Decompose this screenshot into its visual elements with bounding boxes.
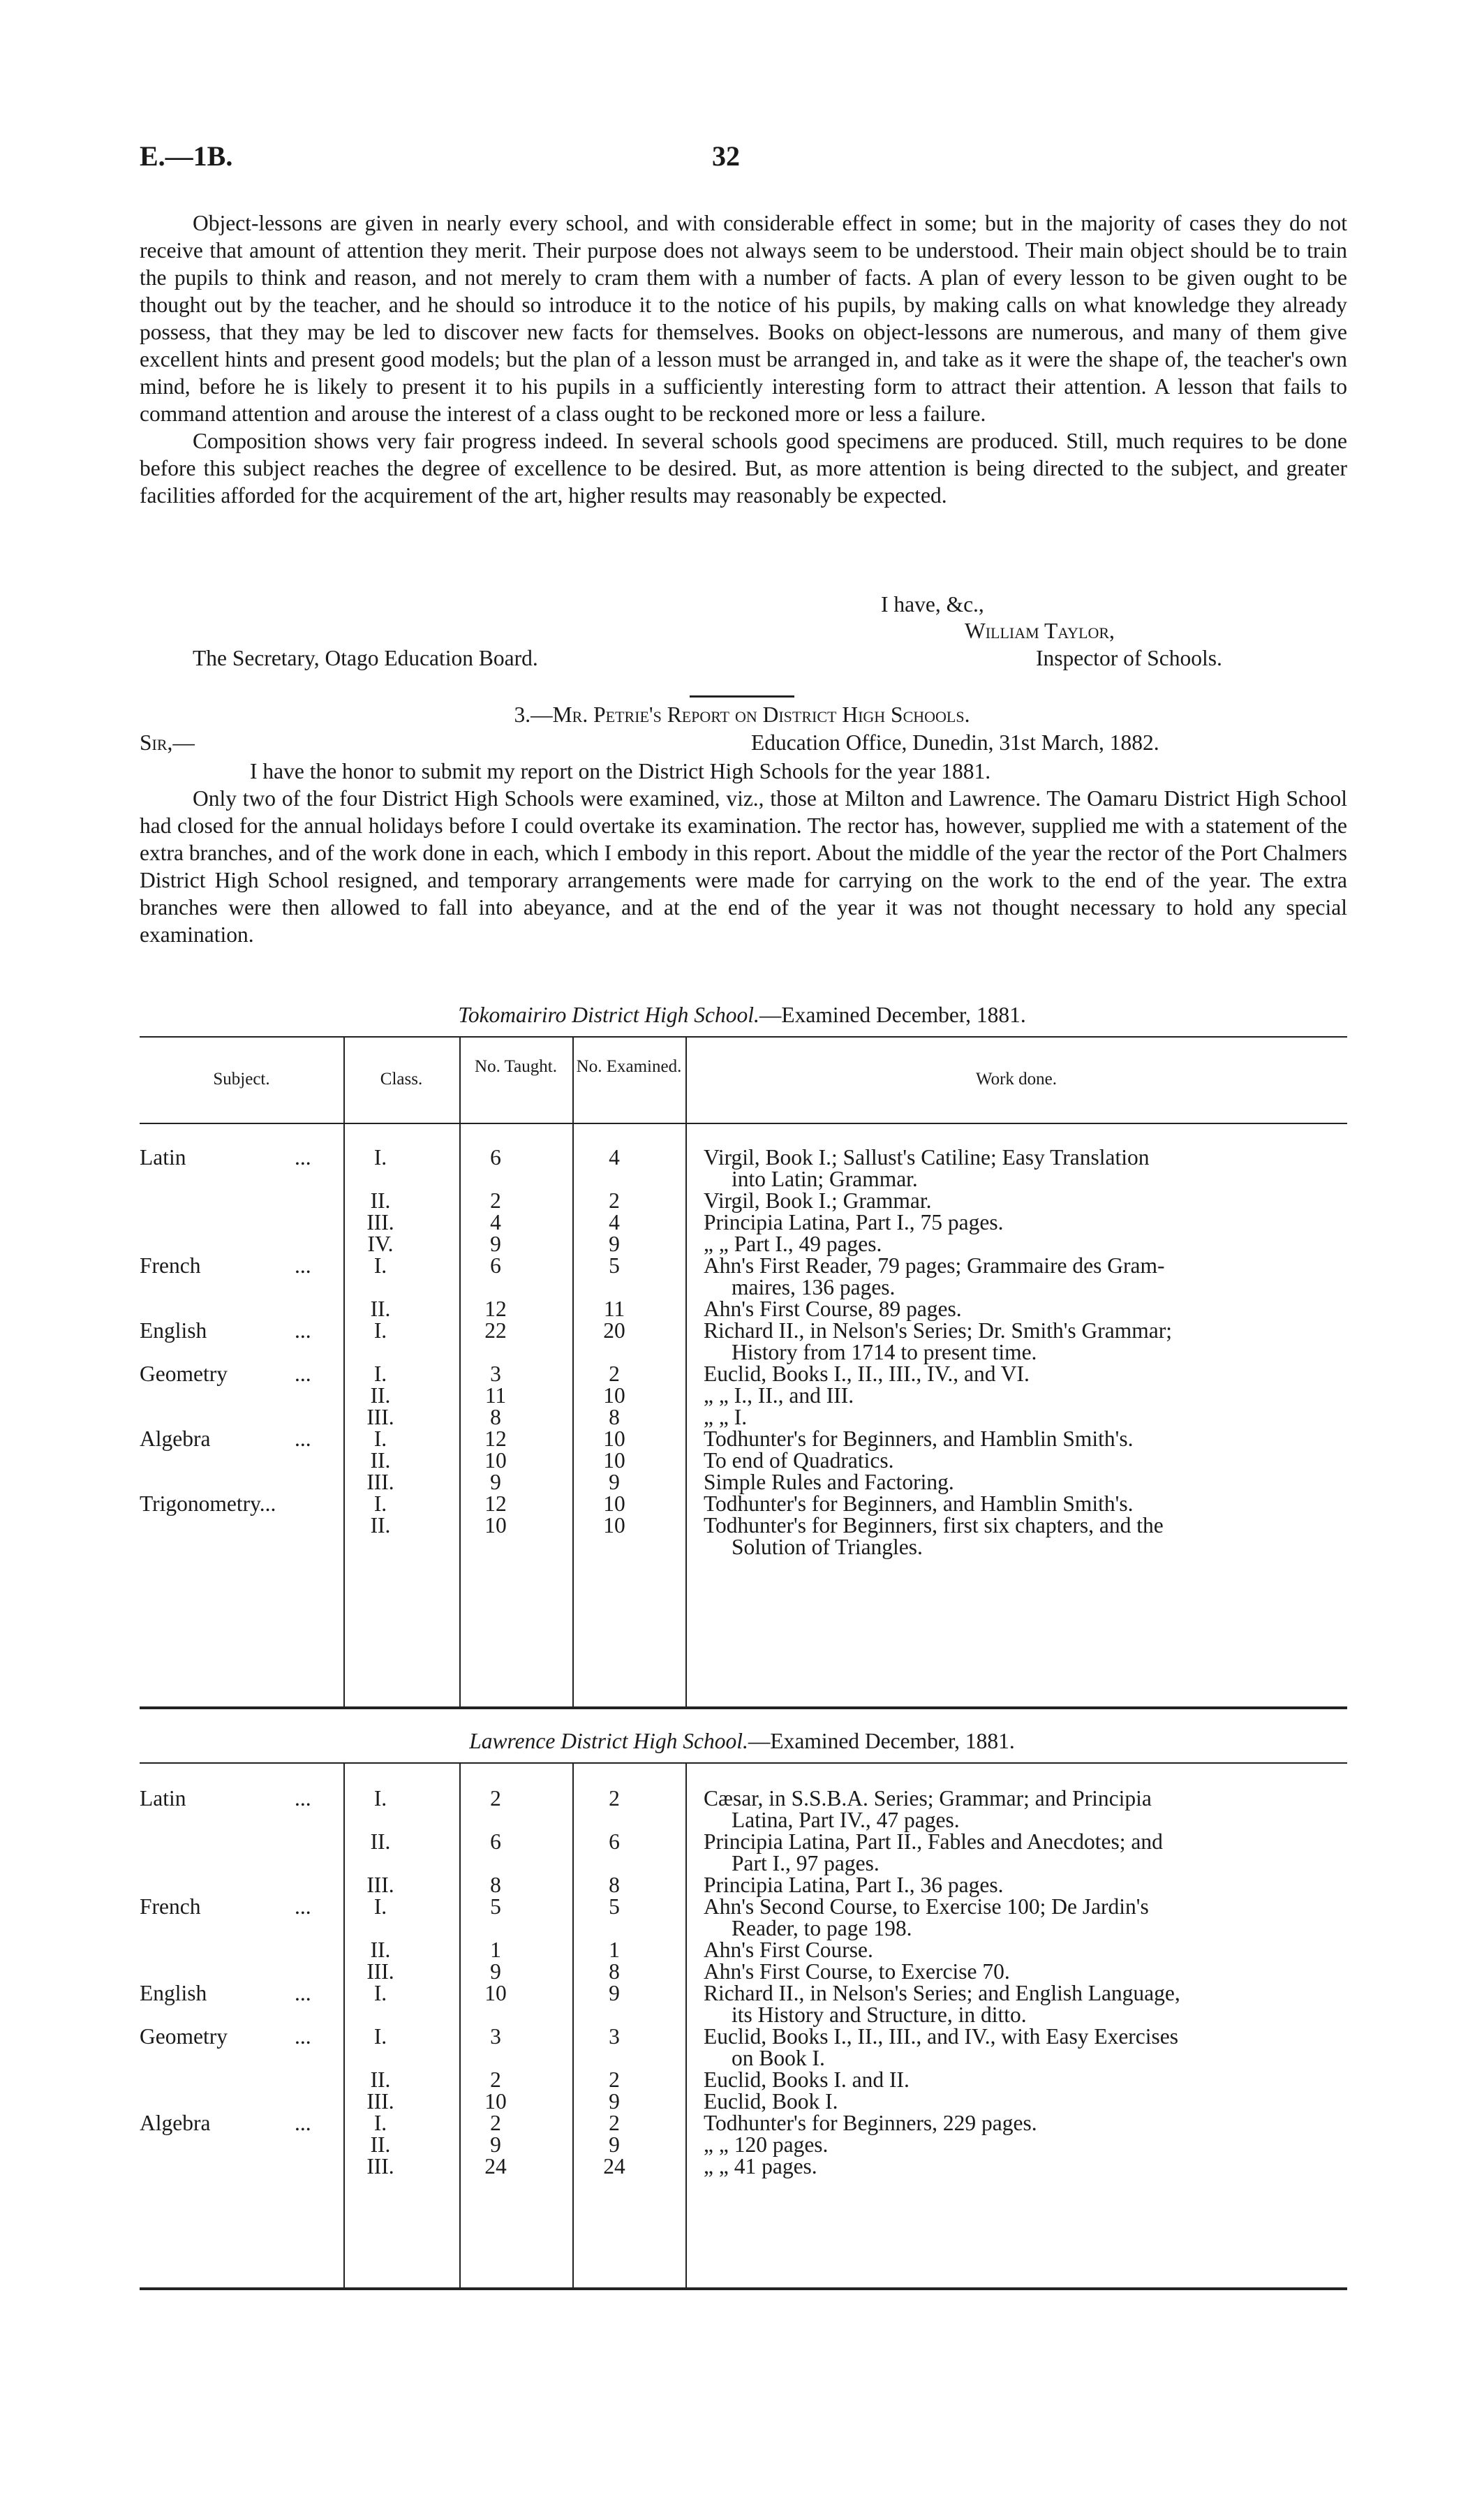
page-number: 32 — [712, 140, 740, 172]
cell-class: I. — [373, 1894, 387, 1919]
lawrence-caption-title: Lawrence District High School. — [469, 1729, 748, 1753]
column-divider — [685, 1036, 687, 1706]
cell-taught: 10 — [484, 2089, 507, 2114]
work-done-line: Cæsar, in S.S.B.A. Series; Grammar; and Principia — [704, 1786, 1152, 1810]
cell-examined: 6 — [609, 1829, 620, 1854]
cell-class: II. — [370, 1297, 391, 1321]
cell-leader-dots: ... — [295, 1786, 311, 1810]
cell-leader-dots: ... — [295, 1253, 311, 1278]
table-top-rule — [140, 1762, 1347, 1764]
work-done-continuation: Part I., 97 pages. — [732, 1851, 880, 1875]
cell-subject: French — [140, 1894, 201, 1919]
cell-class: IV. — [367, 1232, 394, 1256]
header-class: Class. — [380, 1070, 423, 1089]
cell-subject: English — [140, 1318, 207, 1343]
cell-work-done — [704, 1961, 1346, 1982]
cell-examined: 5 — [609, 1894, 620, 1919]
cell-taught: 8 — [490, 1405, 501, 1429]
work-done-line: Euclid, Books I., II., III., and IV., with Easy Exercises — [704, 2024, 1179, 2049]
cell-work-done — [704, 1406, 1346, 1428]
cell-subject: Geometry — [140, 1362, 228, 1386]
cell-class: III. — [366, 2154, 394, 2178]
work-done-line: „ „ 41 pages. — [704, 2154, 817, 2178]
cell-class: II. — [370, 2067, 391, 2092]
work-done-line: Ahn's First Course, to Exercise 70. — [704, 1959, 1010, 1984]
cell-work-done — [704, 1146, 1346, 1190]
work-done-line: Todhunter's for Beginners, 229 pages. — [704, 2111, 1037, 2135]
cell-class: II. — [370, 1829, 391, 1854]
cell-examined: 2 — [609, 1188, 620, 1213]
table-bottom-rule — [140, 2287, 1347, 2290]
cell-taught: 6 — [490, 1253, 501, 1278]
cell-examined: 8 — [609, 1873, 620, 1897]
work-done-line: Euclid, Books I. and II. — [704, 2067, 910, 2092]
work-done-line: Principia Latina, Part II., Fables and Anecdotes; and — [704, 1829, 1163, 1854]
cell-taught: 6 — [490, 1829, 501, 1854]
table-top-rule — [140, 1036, 1347, 1038]
closing: I have, &c., — [881, 592, 984, 617]
cell-leader-dots: ... — [295, 1894, 311, 1919]
cell-work-done — [704, 1190, 1346, 1211]
cell-class: I. — [373, 2111, 387, 2135]
cell-taught: 22 — [484, 1318, 507, 1343]
cell-examined: 10 — [603, 1448, 625, 1473]
tokomairiro-caption — [0, 1003, 1484, 1028]
cell-examined: 9 — [609, 2132, 620, 2157]
cell-taught: 11 — [484, 1383, 507, 1408]
cell-work-done — [704, 1385, 1346, 1406]
cell-leader-dots: ... — [295, 1362, 311, 1386]
cell-examined: 5 — [609, 1253, 620, 1278]
cell-taught: 9 — [490, 2132, 501, 2157]
work-done-line: Ahn's First Reader, 79 pages; Grammaire des Gram- — [704, 1253, 1165, 1278]
paragraph-composition: Composition shows very fair progress indeed. In several schools good specimens are produced. Still, much requires to be done before this subject reaches the degree of excellence to be desired. But, as more attention is being directed to the subject, and greater facilities afforded for the acquirement of the art, higher results may reasonably be expected. — [140, 429, 1347, 508]
cell-work-done — [704, 1896, 1346, 1939]
lawrence-caption — [0, 1729, 1484, 1754]
work-done-line: Richard II., in Nelson's Series; and English Language, — [704, 1981, 1180, 2005]
cell-work-done — [704, 1982, 1346, 2026]
cell-class: III. — [366, 1959, 394, 1984]
signer-name: William Taylor, — [965, 619, 1115, 643]
cell-examined: 9 — [609, 1232, 620, 1256]
work-done-line: Ahn's First Course. — [704, 1938, 873, 1962]
cell-examined: 4 — [609, 1210, 620, 1234]
cell-class: II. — [370, 1383, 391, 1408]
work-done-continuation: its History and Structure, in ditto. — [732, 2003, 1027, 2027]
cell-examined: 11 — [603, 1297, 625, 1321]
petrie-report-body — [140, 758, 1347, 948]
paragraph-schools: Only two of the four District High Schools were examined, viz., those at Milton and Lawrence. The Oamaru District High School had closed for the annual holidays before I could overtake its examination. The rector has, however, supplied me with a statement of the extra branches, and of the work done in each, which I embody in this report. About the middle of the year the rector of the Port Chalmers District High School resigned, and temporary arrangements were made for carrying on the work to the end of the year. The extra branches were then allowed to fall into abeyance, and at the end of the year it was not thought necessary to hold any special examination. — [140, 786, 1347, 947]
cell-subject: French — [140, 1253, 201, 1278]
cell-examined: 3 — [609, 2024, 620, 2049]
table-bottom-rule — [140, 1706, 1347, 1709]
work-done-line: Todhunter's for Beginners, and Hamblin Smith's. — [704, 1426, 1134, 1451]
cell-work-done — [704, 1874, 1346, 1896]
paragraph-intro: I have the honor to submit my report on the District High Schools for the year 1881. — [250, 759, 991, 783]
work-done-line: Simple Rules and Factoring. — [704, 1470, 954, 1494]
header-taught: No. Taught. — [475, 1057, 557, 1076]
cell-work-done — [704, 1298, 1346, 1320]
work-done-line: Euclid, Book I. — [704, 2089, 838, 2114]
cell-work-done — [704, 1363, 1346, 1385]
work-done-line: „ „ I. — [704, 1405, 748, 1429]
cell-taught: 2 — [490, 1188, 501, 1213]
work-done-line: Richard II., in Nelson's Series; Dr. Smith's Grammar; — [704, 1318, 1173, 1343]
cell-class: II. — [370, 1188, 391, 1213]
cell-work-done — [704, 1255, 1346, 1298]
cell-work-done — [704, 1428, 1346, 1450]
work-done-continuation: into Latin; Grammar. — [732, 1167, 918, 1191]
work-done-line: Ahn's First Course, 89 pages. — [704, 1297, 962, 1321]
cell-examined: 4 — [609, 1145, 620, 1170]
cell-class: III. — [366, 2089, 394, 2114]
cell-subject: English — [140, 1981, 207, 2005]
cell-taught: 10 — [484, 1448, 507, 1473]
cell-work-done — [704, 1233, 1346, 1255]
work-done-line: Virgil, Book I.; Grammar. — [704, 1188, 932, 1213]
cell-class: I. — [373, 1318, 387, 1343]
cell-class: III. — [366, 1873, 394, 1897]
cell-work-done — [704, 1514, 1346, 1558]
work-done-line: „ „ Part I., 49 pages. — [704, 1232, 882, 1256]
cell-work-done — [704, 1211, 1346, 1233]
work-done-line: „ „ 120 pages. — [704, 2132, 829, 2157]
cell-examined: 2 — [609, 2067, 620, 2092]
cell-class: II. — [370, 2132, 391, 2157]
cell-examined: 9 — [609, 1470, 620, 1494]
work-done-continuation: History from 1714 to present time. — [732, 1340, 1037, 1364]
cell-subject: Latin — [140, 1145, 186, 1170]
cell-subject: Latin — [140, 1786, 186, 1810]
column-divider — [685, 1762, 687, 2287]
cell-work-done — [704, 2155, 1346, 2177]
cell-class: I. — [373, 1362, 387, 1386]
cell-taught: 6 — [490, 1145, 501, 1170]
tokomairiro-table — [140, 1036, 1347, 1706]
cell-work-done — [704, 2026, 1346, 2069]
cell-taught: 9 — [490, 1470, 501, 1494]
document-code: E.—1B. — [140, 140, 233, 172]
cell-class: II. — [370, 1938, 391, 1962]
work-done-line: To end of Quadratics. — [704, 1448, 894, 1473]
work-done-line: Todhunter's for Beginners, first six chapters, and the — [704, 1513, 1164, 1537]
work-done-continuation: Solution of Triangles. — [732, 1535, 923, 1559]
work-done-line: Virgil, Book I.; Sallust's Catiline; Easy Translation — [704, 1145, 1150, 1170]
cell-class: III. — [366, 1210, 394, 1234]
cell-class: I. — [373, 1145, 387, 1170]
lawrence-caption-date: —Examined December, 1881. — [748, 1729, 1015, 1753]
work-done-line: Ahn's Second Course, to Exercise 100; De Jardin's — [704, 1894, 1149, 1919]
cell-taught: 2 — [490, 2067, 501, 2092]
cell-examined: 10 — [603, 1426, 625, 1451]
cell-examined: 2 — [609, 2111, 620, 2135]
work-done-line: Principia Latina, Part I., 75 pages. — [704, 1210, 1004, 1234]
cell-taught: 9 — [490, 1959, 501, 1984]
cell-work-done — [704, 1320, 1346, 1363]
cell-examined: 1 — [609, 1938, 620, 1962]
cell-taught: 3 — [490, 1362, 501, 1386]
cell-examined: 9 — [609, 1981, 620, 2005]
cell-taught: 3 — [490, 2024, 501, 2049]
cell-taught: 10 — [484, 1981, 507, 2005]
cell-work-done — [704, 1493, 1346, 1514]
cell-taught: 24 — [484, 2154, 507, 2178]
work-done-continuation: maires, 136 pages. — [732, 1275, 896, 1299]
cell-taught: 12 — [484, 1297, 507, 1321]
tokomairiro-caption-title: Tokomairiro District High School. — [458, 1003, 759, 1027]
cell-work-done — [704, 2134, 1346, 2155]
cell-work-done — [704, 2112, 1346, 2134]
cell-work-done — [704, 1831, 1346, 1874]
cell-leader-dots: ... — [295, 2024, 311, 2049]
dateline: Education Office, Dunedin, 31st March, 1882. — [751, 730, 1159, 755]
work-done-continuation: on Book I. — [732, 2046, 825, 2070]
cell-taught: 9 — [490, 1232, 501, 1256]
work-done-line: Principia Latina, Part I., 36 pages. — [704, 1873, 1004, 1897]
cell-leader-dots: ... — [295, 2111, 311, 2135]
addressee: The Secretary, Otago Education Board. — [193, 646, 538, 670]
taylor-report-body — [140, 209, 1347, 509]
cell-class: I. — [373, 1786, 387, 1810]
cell-subject: Algebra — [140, 2111, 211, 2135]
cell-examined: 24 — [603, 2154, 625, 2178]
cell-examined: 10 — [603, 1491, 625, 1516]
cell-work-done — [704, 1471, 1346, 1493]
petrie-report-heading: 3.—Mr. Petrie's Report on District High Schools. — [514, 702, 970, 727]
header-examined: No. Examined. — [576, 1057, 682, 1076]
cell-examined: 8 — [609, 1405, 620, 1429]
cell-taught: 8 — [490, 1873, 501, 1897]
header-work: Work done. — [975, 1070, 1057, 1089]
cell-class: I. — [373, 2024, 387, 2049]
cell-work-done — [704, 1787, 1346, 1831]
cell-taught: 1 — [490, 1938, 501, 1962]
cell-examined: 2 — [609, 1786, 620, 1810]
cell-work-done — [704, 1939, 1346, 1961]
tokomairiro-caption-date: —Examined December, 1881. — [759, 1003, 1026, 1027]
table-header-rule — [140, 1123, 1347, 1124]
cell-leader-dots: ... — [295, 1981, 311, 2005]
cell-leader-dots: ... — [295, 1318, 311, 1343]
cell-class: I. — [373, 1491, 387, 1516]
cell-class: II. — [370, 1513, 391, 1537]
cell-taught: 4 — [490, 1210, 501, 1234]
cell-leader-dots: ... — [295, 1145, 311, 1170]
work-done-line: Todhunter's for Beginners, and Hamblin Smith's. — [704, 1491, 1134, 1516]
cell-class: I. — [373, 1981, 387, 2005]
cell-examined: 10 — [603, 1383, 625, 1408]
work-done-continuation: Latina, Part IV., 47 pages. — [732, 1808, 960, 1832]
cell-subject: Algebra — [140, 1426, 211, 1451]
cell-class: III. — [366, 1470, 394, 1494]
cell-taught: 12 — [484, 1491, 507, 1516]
cell-class: II. — [370, 1448, 391, 1473]
cell-subject: Trigonometry... — [140, 1491, 276, 1516]
cell-work-done — [704, 1450, 1346, 1471]
salutation: Sir,— — [140, 730, 195, 755]
cell-work-done — [704, 2069, 1346, 2090]
header-subject: Subject. — [213, 1070, 270, 1089]
cell-class: I. — [373, 1426, 387, 1451]
cell-taught: 2 — [490, 1786, 501, 1810]
paragraph-object-lessons: Object-lessons are given in nearly every school, and with considerable effect in some; but in the majority of cases they do not receive that amount of attention they merit. Their purpose does not always seem to be understood. Their main object should be to train the pupils to think and reason, and not merely to cram them with a number of facts. A plan of every lesson to be given ought to be thought out by the teacher, and he should so introduce it to the notice of his pupils, by making calls on what knowledge they already possess, that they may be led to discover new facts for themselves. Books on object-lessons are numerous, and many of them give excellent hints and present good models; but the plan of a lesson must be arranged in, and take as it were the shape of, the teacher's own mind, before he is likely to present it to his pupils in a sufficiently interesting form to attract their attention. A lesson that fails to command attention and arouse the interest of a class ought to be reckoned more or less a failure. — [140, 211, 1347, 426]
work-done-continuation: Reader, to page 198. — [732, 1916, 912, 1940]
cell-subject: Geometry — [140, 2024, 228, 2049]
cell-taught: 12 — [484, 1426, 507, 1451]
cell-examined: 20 — [603, 1318, 625, 1343]
cell-examined: 2 — [609, 1362, 620, 1386]
cell-taught: 2 — [490, 2111, 501, 2135]
cell-examined: 8 — [609, 1959, 620, 1984]
cell-taught: 5 — [490, 1894, 501, 1919]
section-divider — [690, 695, 794, 698]
cell-leader-dots: ... — [295, 1426, 311, 1451]
cell-examined: 9 — [609, 2089, 620, 2114]
cell-examined: 10 — [603, 1513, 625, 1537]
cell-class: III. — [366, 1405, 394, 1429]
cell-work-done — [704, 2090, 1346, 2112]
cell-class: I. — [373, 1253, 387, 1278]
work-done-line: „ „ I., II., and III. — [704, 1383, 854, 1408]
work-done-line: Euclid, Books I., II., III., IV., and VI. — [704, 1362, 1030, 1386]
lawrence-table — [140, 1762, 1347, 2287]
cell-taught: 10 — [484, 1513, 507, 1537]
signer-title: Inspector of Schools. — [1036, 646, 1222, 670]
